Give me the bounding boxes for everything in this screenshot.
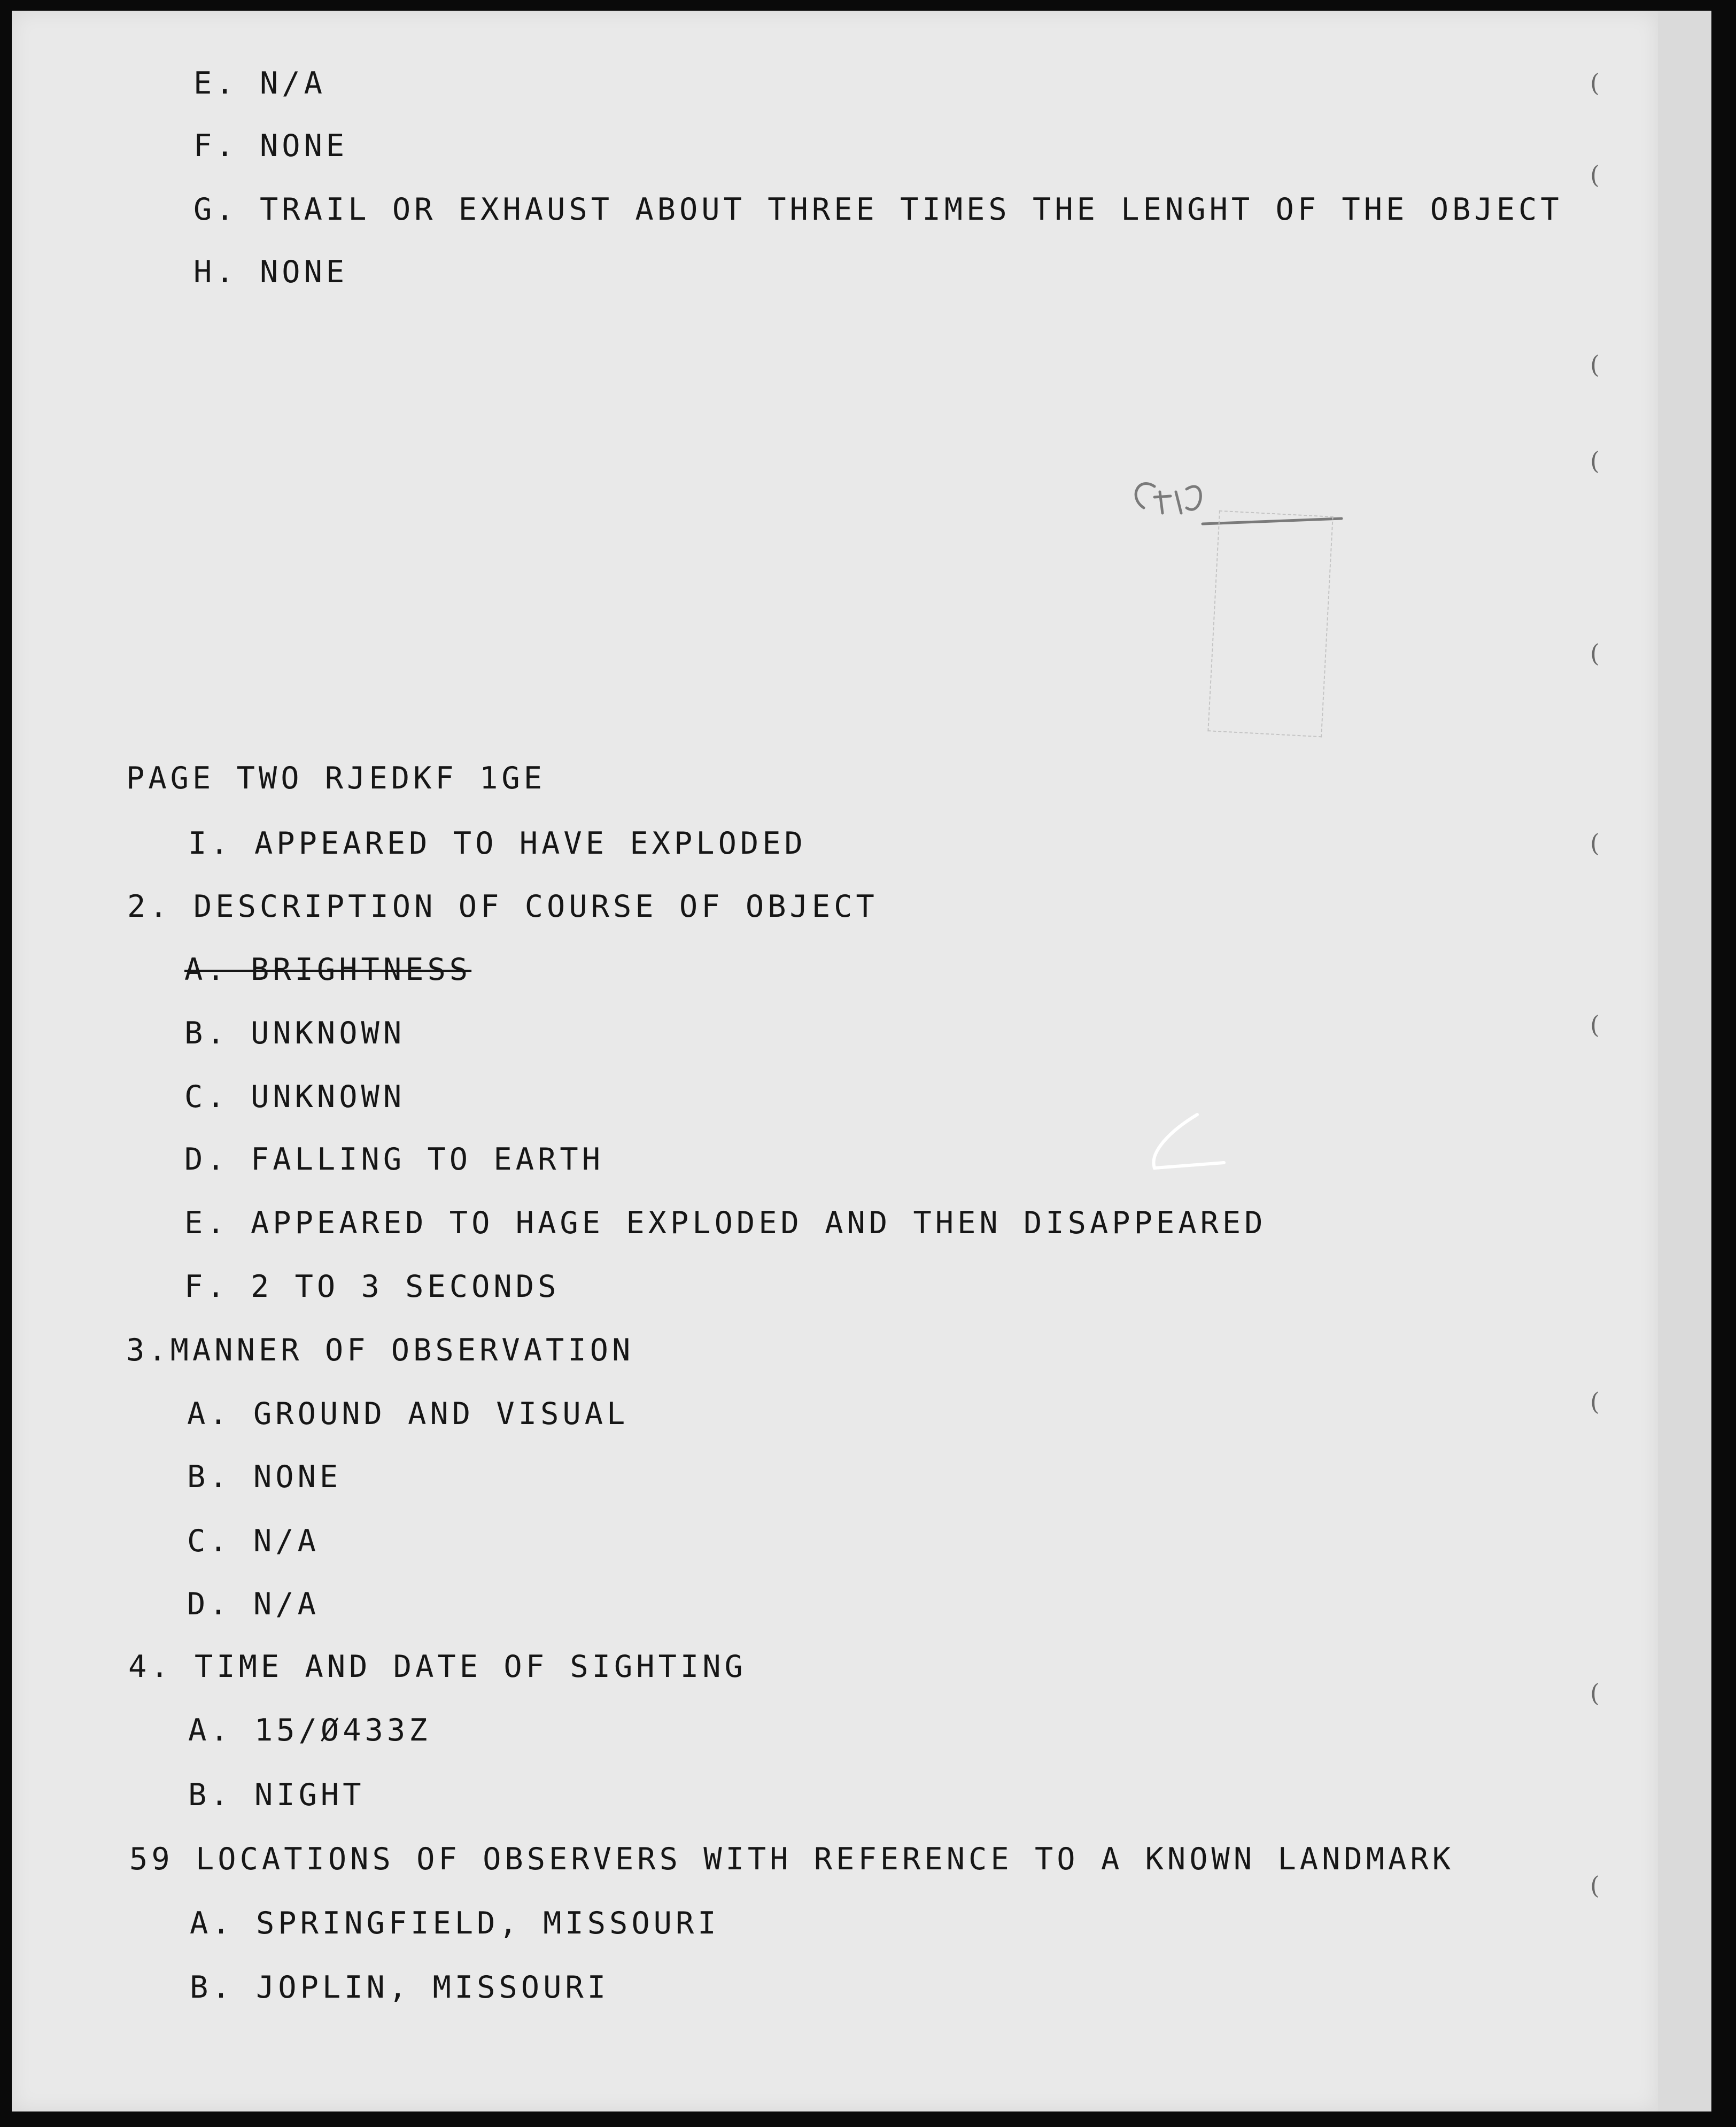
margin-tick-icon: ( [1590,1387,1600,1416]
item-2d-falling: D. FALLING TO EARTH [184,1142,604,1177]
margin-tick-icon: ( [1590,350,1600,379]
item-e-na: E. N/A [193,66,326,101]
item-i-exploded: I. APPEARED TO HAVE EXPLODED [188,826,807,861]
item-2a-brightness: A. BRIGHTNESS [184,952,472,987]
section-5-heading: 59 LOCATIONS OF OBSERVERS WITH REFERENCE TO A KNOWN LANDMARK [129,1842,1455,1877]
margin-tick-icon: ( [1590,1871,1600,1900]
item-3d-na: D. N/A [187,1587,320,1622]
item-4b-night: B. NIGHT [188,1777,365,1813]
margin-tick-icon: ( [1590,1679,1600,1707]
section-3-heading: 3.MANNER OF OBSERVATION [126,1333,634,1368]
page-edge-strip [1658,11,1711,2111]
item-5b-joplin: B. JOPLIN, MISSOURI [190,1970,610,2005]
check-mark-icon [1138,1109,1235,1181]
item-5a-springfield: A. SPRINGFIELD, MISSOURI [190,1906,720,1941]
item-4a-time: A. 15/Ø433Z [188,1713,431,1748]
item-3c-na: C. N/A [187,1523,320,1559]
item-3b-none: B. NONE [187,1459,342,1495]
margin-tick-icon: ( [1590,68,1600,97]
faint-stamp-box [1207,511,1333,738]
item-g-trail: G. TRAIL OR EXHAUST ABOUT THREE TIMES THE LENGHT OF THE OBJECT [193,192,1563,227]
item-2f-seconds: F. 2 TO 3 SECONDS [184,1269,560,1304]
margin-tick-icon: ( [1590,446,1600,475]
item-h-none: H. NONE [193,254,348,290]
page-header: PAGE TWO RJEDKF 1GE [126,761,546,796]
item-2b-unknown: B. UNKNOWN [184,1016,406,1051]
item-f-none: F. NONE [193,128,348,164]
item-3a-ground-visual: A. GROUND AND VISUAL [187,1396,629,1432]
margin-tick-icon: ( [1590,829,1600,857]
margin-tick-icon: ( [1590,639,1600,668]
item-2c-unknown: C. UNKNOWN [184,1079,406,1115]
section-2-heading: 2. DESCRIPTION OF COURSE OF OBJECT [127,889,878,924]
margin-tick-icon: ( [1590,1010,1600,1039]
margin-tick-icon: ( [1590,160,1600,189]
item-2e-exploded: E. APPEARED TO HAGE EXPLODED AND THEN DISAPPEARED [184,1205,1267,1241]
section-4-heading: 4. TIME AND DATE OF SIGHTING [128,1649,747,1684]
